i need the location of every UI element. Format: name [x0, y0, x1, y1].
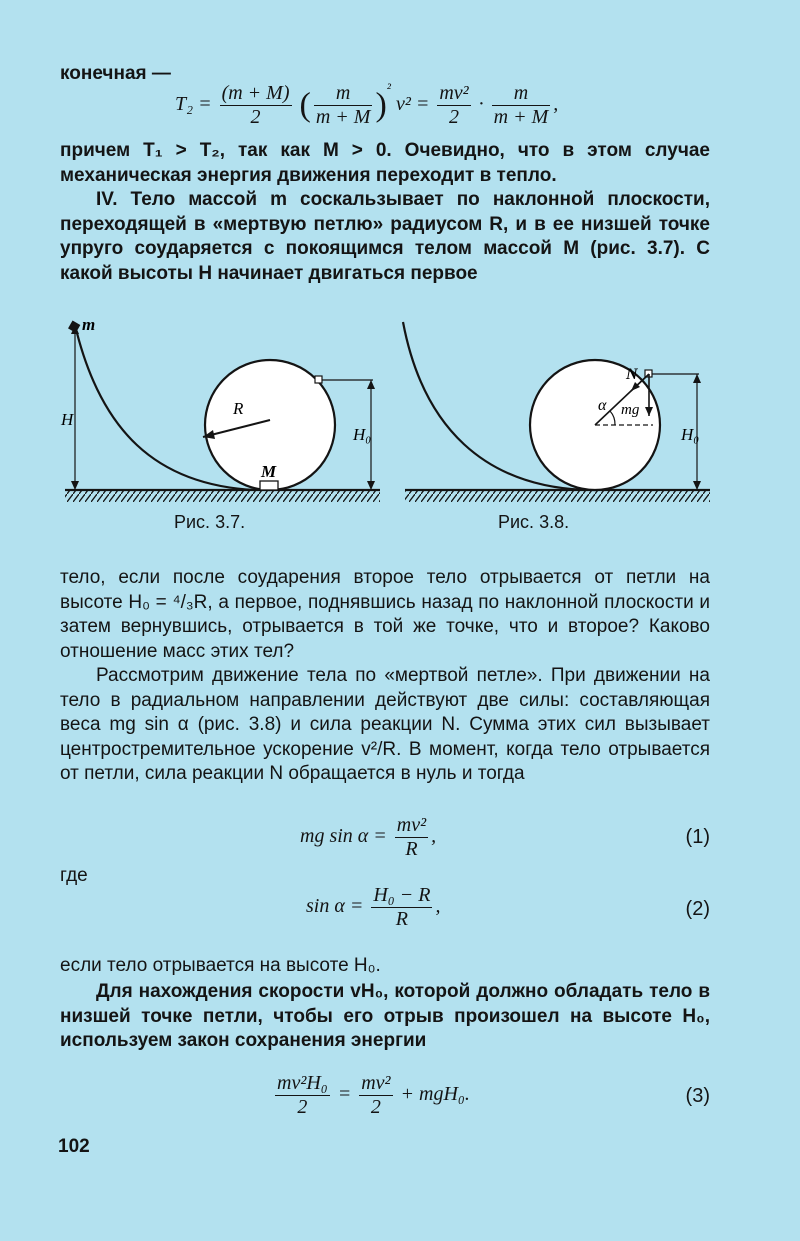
figures-svg	[55, 310, 720, 510]
caption-fig-3-7: Рис. 3.7.	[174, 512, 246, 532]
t2-frac-3	[437, 82, 470, 129]
text-konechnaya: конечная —	[60, 63, 171, 84]
label-R: R	[233, 399, 244, 418]
label-N: N	[626, 366, 638, 383]
label-H0-1: H₀	[353, 425, 372, 444]
t2-f3-num: mv²	[439, 82, 469, 104]
figure-3-8	[403, 322, 710, 502]
label-H: H	[61, 410, 74, 429]
equation-3-number: (3)	[685, 1085, 710, 1107]
t2-f1-den: 2	[250, 106, 261, 128]
eq3-den-1: 2	[297, 1096, 308, 1118]
arrow-h-bottom	[71, 481, 79, 490]
t2-end: ,	[553, 93, 559, 116]
t2-f3-den: 2	[449, 106, 459, 128]
text-rassmotrim: Рассмотрим движение тела по «мертвой петле». При движении на тело в радиальном направлении действуют две силы: составляющая веса mg sin α (рис. 3.8) и сила реакции N. Сумма этих сил вызывает центростремительное ускорение v²/R. В момент, когда тело отрывается от петли, сила реакции N обращается в нуль и тогда	[60, 665, 710, 784]
eq1-frac	[395, 814, 428, 861]
t2-frac-4	[492, 82, 551, 129]
paren-open: (	[299, 86, 311, 124]
eq1-den: R	[405, 838, 418, 860]
label-m: m	[82, 315, 96, 334]
t2-f2-den: m + M	[315, 106, 371, 128]
text-dlya: Для нахождения скорости vH₀, которой должно обладать тело в низшей точке петли, чтобы его отрыв произошел на высоте H₀, используем закон сохранения энергии	[60, 981, 710, 1051]
label-alpha: α	[598, 397, 607, 414]
label-M: M	[261, 462, 277, 481]
equation-2-number: (2)	[685, 898, 710, 920]
equation-2	[306, 884, 440, 931]
arrow-h0-bottom-1	[367, 481, 375, 490]
body-m-block	[68, 321, 80, 333]
eq1-lhs: mg sin α =	[300, 825, 387, 848]
label-mg: mg	[621, 402, 640, 418]
eq3-equals: =	[337, 1083, 352, 1106]
eq3-frac-2	[359, 1072, 392, 1119]
equation-3	[272, 1072, 470, 1119]
eq2-end: ,	[435, 895, 441, 918]
eq3-rest: + mgH₀.	[400, 1083, 470, 1106]
eq3-num-1: mv²H₀	[277, 1072, 328, 1094]
t2-f1-num: (m + M)	[221, 82, 290, 104]
arrow-h0-bottom-2	[693, 481, 701, 490]
ground-hatch-1	[65, 490, 380, 502]
body-M-block	[260, 481, 278, 490]
ground-hatch-2	[405, 490, 710, 502]
eq2-frac	[371, 884, 432, 931]
text-prichem: причем T₁ > T₂, так как M > 0. Очевидно, что в этом случае механическая энергия движения переходит в тепло.	[60, 140, 710, 186]
t2-f2-num: m	[314, 82, 373, 106]
t2-f4-num: m	[492, 82, 551, 106]
text-esli: если тело отрывается на высоте H₀.	[60, 955, 381, 976]
t2-lhs: T₂ =	[175, 93, 212, 116]
eq3-den-2: 2	[370, 1096, 381, 1118]
arrow-h0-top-1	[367, 380, 375, 389]
t2-square: ²	[386, 82, 391, 97]
text-telo: тело, если после соударения второе тело отрывается от петли на высоте H₀ = ⁴/₃R, а первое, поднявшись назад по наклонной плоскости и затем вернувшись, отрывается в той же точке, что и второе? Каково отношение масс этих тел?	[60, 567, 710, 662]
eq3-num-2: mv²	[361, 1072, 391, 1094]
eq2-lhs: sin α =	[306, 895, 364, 918]
paren-close: )	[375, 86, 387, 124]
eq3-frac-1	[275, 1072, 330, 1119]
eq1-num: mv²	[396, 814, 427, 836]
page-number: 102	[58, 1136, 90, 1157]
equation-1-number: (1)	[685, 826, 710, 848]
text-gde: где	[60, 865, 88, 886]
caption-fig-3-8: Рис. 3.8.	[498, 512, 570, 532]
body-at-h0-block	[315, 376, 322, 383]
t2-frac-1	[220, 82, 292, 129]
arrow-h0-top-2	[693, 374, 701, 383]
text-problem-iv: IV. Тело массой m соскальзывает по наклонной плоскости, переходящей в «мертвую петлю» радиусом R, и в ее низшей точке упруго соударяется с покоящимся телом массой M (рис. 3.7). С какой высоты H начинает двигаться первое	[60, 189, 710, 284]
eq1-end: ,	[431, 825, 437, 848]
figure-3-7	[60, 315, 380, 502]
t2-f4-den: m + M	[493, 106, 549, 128]
eq2-den: R	[395, 908, 408, 930]
equation-1	[300, 814, 436, 861]
t2-frac-2	[314, 82, 373, 129]
formula-t2	[175, 82, 558, 129]
eq2-num: H₀ − R	[373, 884, 431, 906]
label-H0-2: H₀	[681, 425, 700, 444]
t2-dot: ·	[478, 93, 484, 116]
t2-v: v² =	[395, 93, 430, 116]
